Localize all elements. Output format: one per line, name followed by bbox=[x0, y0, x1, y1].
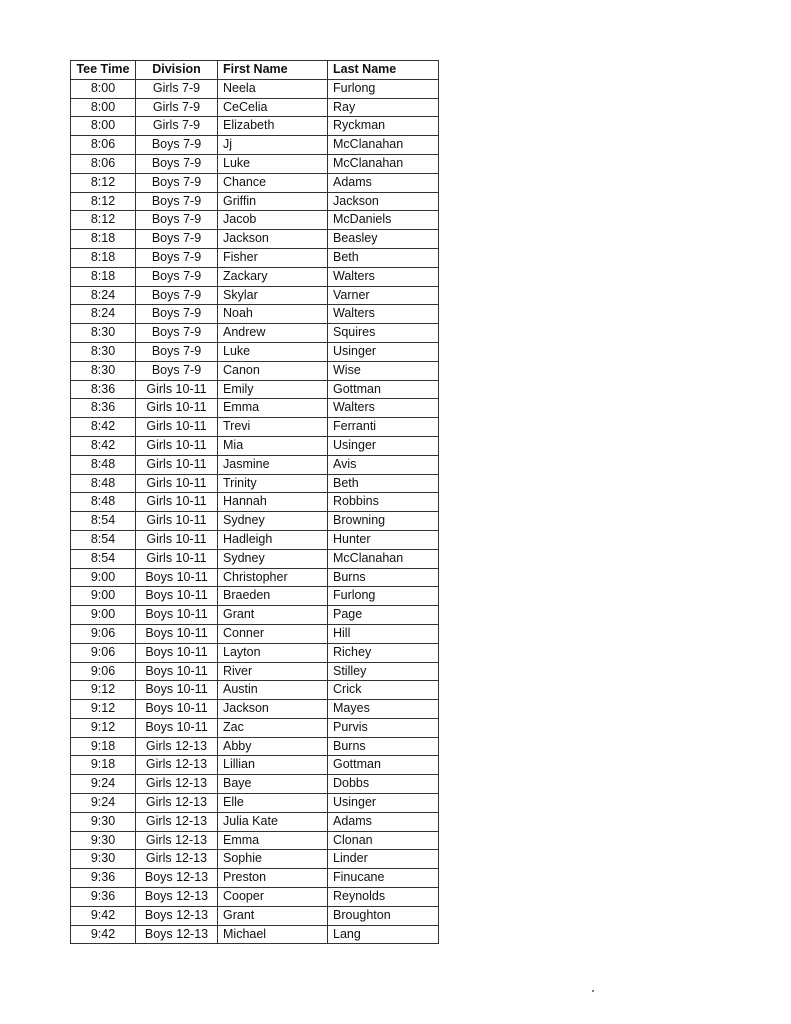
last-name-cell: Burns bbox=[328, 568, 439, 587]
first-name-cell: Trinity bbox=[218, 474, 328, 493]
division-cell: Girls 10-11 bbox=[136, 549, 218, 568]
first-name-cell: Jasmine bbox=[218, 455, 328, 474]
division-cell: Boys 10-11 bbox=[136, 700, 218, 719]
first-name-cell: Chance bbox=[218, 173, 328, 192]
tee-time-cell: 9:00 bbox=[71, 606, 136, 625]
table-row bbox=[71, 455, 439, 474]
table-row bbox=[71, 530, 439, 549]
first-name-cell: Luke bbox=[218, 154, 328, 173]
table-row bbox=[71, 342, 439, 361]
last-name-cell: Crick bbox=[328, 681, 439, 700]
tee-time-sheet bbox=[70, 60, 439, 944]
division-cell: Boys 10-11 bbox=[136, 662, 218, 681]
table-row bbox=[71, 549, 439, 568]
tee-time-cell: 8:18 bbox=[71, 230, 136, 249]
table-row bbox=[71, 305, 439, 324]
first-name-cell: Emma bbox=[218, 831, 328, 850]
table-row bbox=[71, 756, 439, 775]
tee-time-cell: 9:18 bbox=[71, 737, 136, 756]
division-cell: Girls 10-11 bbox=[136, 436, 218, 455]
tee-time-cell: 9:12 bbox=[71, 700, 136, 719]
table-row bbox=[71, 474, 439, 493]
first-name-cell: Grant bbox=[218, 606, 328, 625]
division-cell: Girls 10-11 bbox=[136, 493, 218, 512]
first-name-cell: Sydney bbox=[218, 549, 328, 568]
table-row bbox=[71, 888, 439, 907]
table-row bbox=[71, 173, 439, 192]
first-name-cell: Hannah bbox=[218, 493, 328, 512]
tee-time-cell: 8:24 bbox=[71, 305, 136, 324]
division-cell: Boys 7-9 bbox=[136, 361, 218, 380]
tee-time-cell: 8:06 bbox=[71, 154, 136, 173]
table-row bbox=[71, 136, 439, 155]
first-name-cell: Austin bbox=[218, 681, 328, 700]
table-row bbox=[71, 812, 439, 831]
table-row bbox=[71, 624, 439, 643]
division-cell: Boys 7-9 bbox=[136, 342, 218, 361]
tee-time-cell: 9:30 bbox=[71, 850, 136, 869]
table-row bbox=[71, 794, 439, 813]
division-cell: Girls 7-9 bbox=[136, 117, 218, 136]
tee-time-cell: 9:06 bbox=[71, 662, 136, 681]
division-cell: Boys 7-9 bbox=[136, 286, 218, 305]
table-row bbox=[71, 737, 439, 756]
first-name-cell: Sydney bbox=[218, 512, 328, 531]
division-cell: Boys 7-9 bbox=[136, 267, 218, 286]
last-name-cell: Richey bbox=[328, 643, 439, 662]
last-name-cell: Varner bbox=[328, 286, 439, 305]
division-cell: Boys 10-11 bbox=[136, 568, 218, 587]
last-name-cell: Clonan bbox=[328, 831, 439, 850]
last-name-cell: Purvis bbox=[328, 718, 439, 737]
first-name-cell: Elle bbox=[218, 794, 328, 813]
first-name-cell: Christopher bbox=[218, 568, 328, 587]
last-name-cell: Beth bbox=[328, 248, 439, 267]
division-cell: Girls 10-11 bbox=[136, 418, 218, 437]
table-row bbox=[71, 925, 439, 944]
first-name-cell: Elizabeth bbox=[218, 117, 328, 136]
first-name-cell: Jackson bbox=[218, 700, 328, 719]
last-name-cell: McClanahan bbox=[328, 549, 439, 568]
division-cell: Boys 12-13 bbox=[136, 888, 218, 907]
tee-time-cell: 8:36 bbox=[71, 399, 136, 418]
first-name-cell: Preston bbox=[218, 869, 328, 888]
tee-time-cell: 8:00 bbox=[71, 98, 136, 117]
last-name-cell: Hunter bbox=[328, 530, 439, 549]
table-row bbox=[71, 286, 439, 305]
first-name-cell: Andrew bbox=[218, 324, 328, 343]
table-row bbox=[71, 361, 439, 380]
last-name-cell: Squires bbox=[328, 324, 439, 343]
tee-time-cell: 8:48 bbox=[71, 493, 136, 512]
first-name-cell: Zackary bbox=[218, 267, 328, 286]
tee-time-cell: 8:06 bbox=[71, 136, 136, 155]
header-tee-time: Tee Time bbox=[71, 61, 136, 80]
last-name-cell: Ryckman bbox=[328, 117, 439, 136]
table-row bbox=[71, 831, 439, 850]
table-row bbox=[71, 436, 439, 455]
table-row bbox=[71, 512, 439, 531]
table-row bbox=[71, 493, 439, 512]
division-cell: Boys 10-11 bbox=[136, 718, 218, 737]
table-header bbox=[71, 61, 439, 80]
table-row bbox=[71, 324, 439, 343]
last-name-cell: Burns bbox=[328, 737, 439, 756]
last-name-cell: Ferranti bbox=[328, 418, 439, 437]
first-name-cell: Fisher bbox=[218, 248, 328, 267]
first-name-cell: Griffin bbox=[218, 192, 328, 211]
first-name-cell: Braeden bbox=[218, 587, 328, 606]
first-name-cell: Jacob bbox=[218, 211, 328, 230]
last-name-cell: Dobbs bbox=[328, 775, 439, 794]
table-row bbox=[71, 906, 439, 925]
tee-time-cell: 9:00 bbox=[71, 568, 136, 587]
tee-time-cell: 9:18 bbox=[71, 756, 136, 775]
tee-time-cell: 8:30 bbox=[71, 324, 136, 343]
tee-time-cell: 8:12 bbox=[71, 211, 136, 230]
last-name-cell: McDaniels bbox=[328, 211, 439, 230]
tee-time-cell: 9:24 bbox=[71, 794, 136, 813]
first-name-cell: River bbox=[218, 662, 328, 681]
division-cell: Boys 7-9 bbox=[136, 136, 218, 155]
division-cell: Girls 10-11 bbox=[136, 455, 218, 474]
first-name-cell: CeCelia bbox=[218, 98, 328, 117]
last-name-cell: Browning bbox=[328, 512, 439, 531]
tee-time-table bbox=[70, 60, 439, 944]
division-cell: Girls 10-11 bbox=[136, 512, 218, 531]
tee-time-cell: 8:18 bbox=[71, 248, 136, 267]
tee-time-cell: 9:12 bbox=[71, 681, 136, 700]
first-name-cell: Grant bbox=[218, 906, 328, 925]
last-name-cell: Ray bbox=[328, 98, 439, 117]
last-name-cell: Usinger bbox=[328, 342, 439, 361]
header-row bbox=[71, 61, 439, 80]
table-row bbox=[71, 587, 439, 606]
division-cell: Boys 12-13 bbox=[136, 925, 218, 944]
division-cell: Boys 7-9 bbox=[136, 154, 218, 173]
tee-time-cell: 9:42 bbox=[71, 906, 136, 925]
division-cell: Girls 12-13 bbox=[136, 812, 218, 831]
tee-time-cell: 8:42 bbox=[71, 436, 136, 455]
last-name-cell: Beasley bbox=[328, 230, 439, 249]
first-name-cell: Sophie bbox=[218, 850, 328, 869]
division-cell: Boys 10-11 bbox=[136, 587, 218, 606]
first-name-cell: Emma bbox=[218, 399, 328, 418]
table-row bbox=[71, 662, 439, 681]
last-name-cell: Robbins bbox=[328, 493, 439, 512]
division-cell: Girls 10-11 bbox=[136, 474, 218, 493]
tee-time-cell: 9:36 bbox=[71, 888, 136, 907]
tee-time-cell: 9:12 bbox=[71, 718, 136, 737]
last-name-cell: McClanahan bbox=[328, 136, 439, 155]
division-cell: Boys 12-13 bbox=[136, 869, 218, 888]
division-cell: Boys 7-9 bbox=[136, 173, 218, 192]
tee-time-cell: 8:54 bbox=[71, 512, 136, 531]
last-name-cell: McClanahan bbox=[328, 154, 439, 173]
division-cell: Boys 10-11 bbox=[136, 643, 218, 662]
first-name-cell: Jj bbox=[218, 136, 328, 155]
table-row bbox=[71, 79, 439, 98]
table-row bbox=[71, 718, 439, 737]
division-cell: Boys 10-11 bbox=[136, 681, 218, 700]
first-name-cell: Luke bbox=[218, 342, 328, 361]
first-name-cell: Layton bbox=[218, 643, 328, 662]
last-name-cell: Gottman bbox=[328, 756, 439, 775]
first-name-cell: Cooper bbox=[218, 888, 328, 907]
first-name-cell: Lillian bbox=[218, 756, 328, 775]
division-cell: Boys 12-13 bbox=[136, 906, 218, 925]
division-cell: Girls 12-13 bbox=[136, 737, 218, 756]
last-name-cell: Lang bbox=[328, 925, 439, 944]
division-cell: Boys 10-11 bbox=[136, 606, 218, 625]
last-name-cell: Mayes bbox=[328, 700, 439, 719]
division-cell: Girls 12-13 bbox=[136, 794, 218, 813]
tee-time-cell: 9:06 bbox=[71, 624, 136, 643]
last-name-cell: Gottman bbox=[328, 380, 439, 399]
division-cell: Boys 7-9 bbox=[136, 305, 218, 324]
table-row bbox=[71, 418, 439, 437]
table-row bbox=[71, 850, 439, 869]
last-name-cell: Finucane bbox=[328, 869, 439, 888]
division-cell: Girls 10-11 bbox=[136, 380, 218, 399]
first-name-cell: Mia bbox=[218, 436, 328, 455]
scan-speck bbox=[592, 990, 594, 992]
tee-time-cell: 8:54 bbox=[71, 549, 136, 568]
first-name-cell: Noah bbox=[218, 305, 328, 324]
first-name-cell: Baye bbox=[218, 775, 328, 794]
tee-time-cell: 9:36 bbox=[71, 869, 136, 888]
first-name-cell: Conner bbox=[218, 624, 328, 643]
last-name-cell: Broughton bbox=[328, 906, 439, 925]
tee-time-cell: 8:00 bbox=[71, 79, 136, 98]
table-row bbox=[71, 869, 439, 888]
last-name-cell: Jackson bbox=[328, 192, 439, 211]
first-name-cell: Skylar bbox=[218, 286, 328, 305]
last-name-cell: Avis bbox=[328, 455, 439, 474]
tee-time-cell: 8:42 bbox=[71, 418, 136, 437]
tee-time-cell: 9:00 bbox=[71, 587, 136, 606]
table-body bbox=[71, 79, 439, 944]
table-row bbox=[71, 399, 439, 418]
table-row bbox=[71, 606, 439, 625]
table-row bbox=[71, 568, 439, 587]
last-name-cell: Usinger bbox=[328, 436, 439, 455]
last-name-cell: Adams bbox=[328, 812, 439, 831]
table-row bbox=[71, 230, 439, 249]
table-row bbox=[71, 211, 439, 230]
last-name-cell: Hill bbox=[328, 624, 439, 643]
tee-time-cell: 9:24 bbox=[71, 775, 136, 794]
tee-time-cell: 8:18 bbox=[71, 267, 136, 286]
tee-time-cell: 8:48 bbox=[71, 474, 136, 493]
division-cell: Girls 12-13 bbox=[136, 850, 218, 869]
last-name-cell: Walters bbox=[328, 399, 439, 418]
table-row bbox=[71, 643, 439, 662]
division-cell: Girls 12-13 bbox=[136, 831, 218, 850]
table-row bbox=[71, 248, 439, 267]
table-row bbox=[71, 775, 439, 794]
last-name-cell: Furlong bbox=[328, 79, 439, 98]
table-row bbox=[71, 700, 439, 719]
tee-time-cell: 8:36 bbox=[71, 380, 136, 399]
last-name-cell: Reynolds bbox=[328, 888, 439, 907]
tee-time-cell: 9:30 bbox=[71, 831, 136, 850]
first-name-cell: Abby bbox=[218, 737, 328, 756]
tee-time-cell: 8:48 bbox=[71, 455, 136, 474]
tee-time-cell: 8:30 bbox=[71, 361, 136, 380]
first-name-cell: Zac bbox=[218, 718, 328, 737]
last-name-cell: Walters bbox=[328, 305, 439, 324]
tee-time-cell: 8:30 bbox=[71, 342, 136, 361]
division-cell: Girls 7-9 bbox=[136, 98, 218, 117]
table-row bbox=[71, 117, 439, 136]
last-name-cell: Wise bbox=[328, 361, 439, 380]
last-name-cell: Beth bbox=[328, 474, 439, 493]
first-name-cell: Michael bbox=[218, 925, 328, 944]
tee-time-cell: 8:12 bbox=[71, 173, 136, 192]
last-name-cell: Walters bbox=[328, 267, 439, 286]
tee-time-cell: 8:12 bbox=[71, 192, 136, 211]
table-row bbox=[71, 681, 439, 700]
tee-time-cell: 8:24 bbox=[71, 286, 136, 305]
last-name-cell: Adams bbox=[328, 173, 439, 192]
first-name-cell: Canon bbox=[218, 361, 328, 380]
division-cell: Girls 7-9 bbox=[136, 79, 218, 98]
first-name-cell: Trevi bbox=[218, 418, 328, 437]
first-name-cell: Julia Kate bbox=[218, 812, 328, 831]
table-row bbox=[71, 154, 439, 173]
division-cell: Boys 7-9 bbox=[136, 211, 218, 230]
table-row bbox=[71, 98, 439, 117]
division-cell: Girls 10-11 bbox=[136, 399, 218, 418]
division-cell: Boys 7-9 bbox=[136, 248, 218, 267]
header-division: Division bbox=[136, 61, 218, 80]
last-name-cell: Page bbox=[328, 606, 439, 625]
first-name-cell: Hadleigh bbox=[218, 530, 328, 549]
last-name-cell: Linder bbox=[328, 850, 439, 869]
header-last-name: Last Name bbox=[328, 61, 439, 80]
table-row bbox=[71, 267, 439, 286]
division-cell: Girls 12-13 bbox=[136, 775, 218, 794]
division-cell: Boys 7-9 bbox=[136, 192, 218, 211]
tee-time-cell: 9:30 bbox=[71, 812, 136, 831]
table-row bbox=[71, 192, 439, 211]
table-row bbox=[71, 380, 439, 399]
division-cell: Girls 12-13 bbox=[136, 756, 218, 775]
last-name-cell: Furlong bbox=[328, 587, 439, 606]
first-name-cell: Neela bbox=[218, 79, 328, 98]
last-name-cell: Usinger bbox=[328, 794, 439, 813]
tee-time-cell: 8:54 bbox=[71, 530, 136, 549]
division-cell: Boys 7-9 bbox=[136, 324, 218, 343]
division-cell: Boys 10-11 bbox=[136, 624, 218, 643]
first-name-cell: Emily bbox=[218, 380, 328, 399]
division-cell: Girls 10-11 bbox=[136, 530, 218, 549]
first-name-cell: Jackson bbox=[218, 230, 328, 249]
last-name-cell: Stilley bbox=[328, 662, 439, 681]
tee-time-cell: 9:06 bbox=[71, 643, 136, 662]
tee-time-cell: 8:00 bbox=[71, 117, 136, 136]
tee-time-cell: 9:42 bbox=[71, 925, 136, 944]
division-cell: Boys 7-9 bbox=[136, 230, 218, 249]
header-first-name: First Name bbox=[218, 61, 328, 80]
